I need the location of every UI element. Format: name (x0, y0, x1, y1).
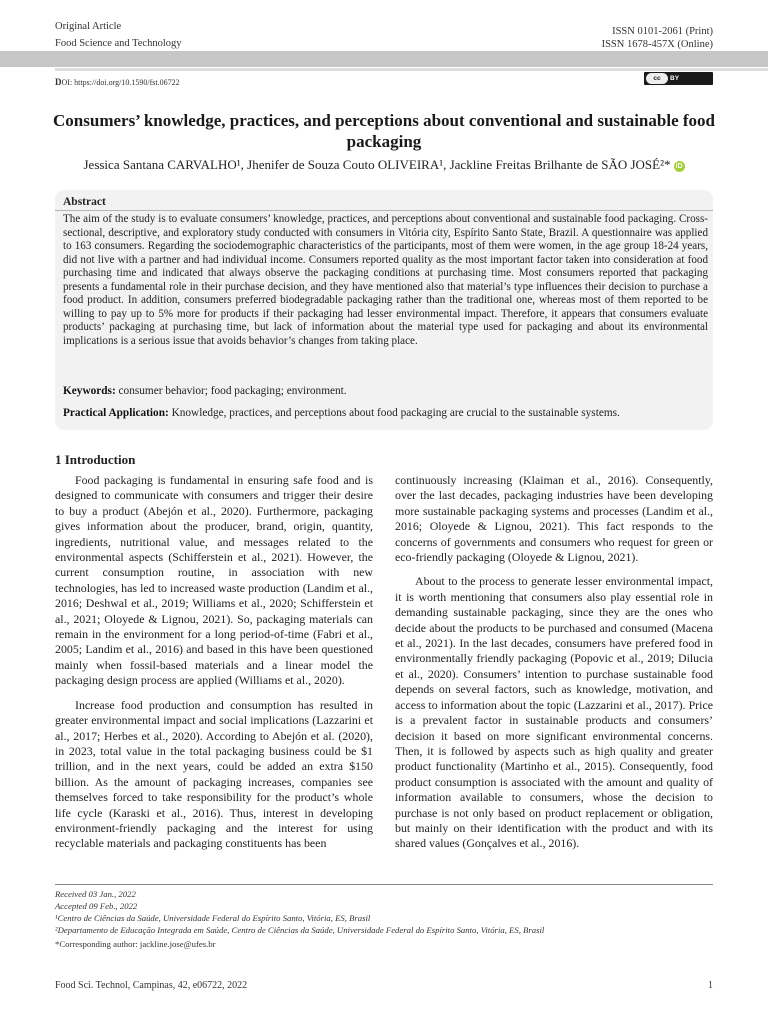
header-band-thin (55, 68, 768, 71)
section-heading-introduction: 1 Introduction (55, 452, 136, 467)
journal-header (55, 18, 182, 52)
issn-online: ISSN 1678-457X (Online) (601, 39, 713, 50)
cc-by-license-badge[interactable] (644, 72, 713, 85)
column-right (395, 473, 713, 852)
affiliation-1: ¹Centro de Ciências da Saúde, Universidade Federal do Espírito Santo, Vitória, ES, Brasil (55, 913, 371, 923)
doi-link[interactable]: OI: https://doi.org/10.1590/fst.06722 (61, 78, 180, 87)
practical-value: Knowledge, practices, and perceptions about food packaging are crucial to the sustainable systems. (171, 407, 620, 419)
paragraph: Increase food production and consumption has resulted in greater environmental impact and social implications (Lazzarini et al., 2017; Herbes et al., 2020). According to Abejón et al. (2020), in 2023, total value in the total packaging business could be $1 trillion, and in the next years, could be added an extra $150 billion. As the amount of packaging increases, companies see themselves forced to take responsibility for the product’s whole life cycle (Karaski et al., 2016). Thus, interest in developing environment-friendly packaging and the interest for using recyclable materials and packaging constituents has been (55, 697, 373, 851)
cc-icon: cc (646, 73, 668, 84)
footer-citation: Food Sci. Technol, Campinas, 42, e06722, 2022 (55, 980, 248, 991)
orcid-icon[interactable]: iD (675, 162, 683, 170)
keywords-value: consumer behavior; food packaging; environment. (118, 385, 347, 397)
practical-application (63, 407, 708, 419)
page-number: 1 (708, 980, 713, 991)
affiliation-2: ²Departamento de Educação Integrada em Saúde, Centro de Ciências da Saúde, Universidade Federal do Espírito Santo, Vitória, ES, Brasil (55, 925, 545, 935)
abstract-heading: Abstract (63, 196, 106, 208)
paragraph: About to the process to generate lesser environmental impact, it is worth mentioning that consumers also play essential role in demanding sustainable packaging, since they are the ones who decide about the products to be purchased and consumed (Macena et al., 2021). In the last decades, consumers have prefered food in environmentally friendly packaging (Popovic et al., 2019; Dilucia et al., 2020). Consumers’ intention to purchase sustainable food depends on several factors, such as knowledge, motivation, and access to information about the topic (Lazzarini et al., 2017). Price is a prevalent factor in sustainable products and consumers’ decision it based on more significant environmental concerns. Then, it is followed by aspects such as high quality and greater product functionality (Martinho et al., 2015). Consequently, food product consumption is associated with the amount and quality of information available to consumers, whose the decision to purchase is not only based on product replacement or obligation, but mainly on their identification with the product and with its shared values (Gonçalves et al., 2016). (395, 574, 713, 851)
author-names: Jessica Santana CARVALHO¹, Jhenifer de Souza Couto OLIVEIRA¹, Jackline Freitas Brilhante de SÃO JOSÉ²* (83, 157, 671, 172)
footnote-divider (55, 884, 713, 885)
paragraph: continuously increasing (Klaiman et al., 2016). Consequently, over the last decades, packaging industries have been developing more sustainable packaging systems and processes (Landim et al., 2016; Oloyede & Lignou, 2021). This fact responds to the concerns of governments and consumers who request for green or eco-friendly packaging (Oloyede & Lignou, 2021). (395, 473, 713, 565)
accepted-date: Accepted 09 Feb., 2022 (55, 901, 138, 911)
by-icon: BY (670, 75, 680, 82)
article-type: Original Article (55, 21, 122, 32)
abstract-divider (55, 210, 713, 211)
issn-block (602, 25, 713, 51)
keywords-label: Keywords: (63, 385, 116, 397)
received-date: Received 03 Jan., 2022 (55, 889, 136, 899)
author-list (40, 157, 728, 173)
doi-line[interactable]: DOI: https://doi.org/10.1590/fst.06722 (55, 77, 180, 87)
practical-label: Practical Application: (63, 407, 169, 419)
abstract-text: The aim of the study is to evaluate consumers’ knowledge, practices, and perceptions about conventional and sustainable food packaging. Cross-sectional, descriptive, and exploratory study conducted with consumers in Vitória city, Espírito Santo State, Brazil. A questionnaire was applied to 163 consumers. Regarding the sociodemographic characteristics of the participants, most of them were women, in the age group 18-24 years, did not live with a partner and had individual income. Consumers reported quality as the most important factor taken into consideration at food purchasing time and indicated that always observe the packaging conditions at purchasing time. Most consumers reported that packaging presents a fundamental role in their purchase decision, and they have mentioned also that material’s type influences their decision to purchase a food product. In addition, consumers preferred biodegradable packaging rather than the traditional one, whereas most of them reported to be willing to pay up to 5% more for products if their packaging had lesser environmental impact. Therefore, it appears that consumers evaluate products’ packaging at purchasing time, but lack of information about the material type used for packaging and about its environmental implications is a serious issue that avoids behavior’s changes from taking place. (63, 213, 708, 347)
paragraph: Food packaging is fundamental in ensuring safe food and is designed to communicate with consumers and trigger their desire to buy a product (Abejón et al., 2020). Furthermore, packaging gives information about the producer, brand, origin, quantity, ingredients, nutritional value, and messages related to the environmental aspects (Schifferstein et al., 2021). However, the current consumption routine, in association with new technologies, has led to increased waste production (Landim et al., 2016; Deshwal et al., 2019; Williams et al., 2020; Schifferstein et al., 2021; Oloyede & Lignou, 2021). So, packaging materials can remain in the environment for a long period-of-time (Fabri et al., 2005; Landim et al., 2016) and based in this have been questioned mainly when fossil-based materials and a linear model the packaging design process are applied (Williams et al., 2020). (55, 473, 373, 688)
column-left (55, 473, 373, 852)
header-band (0, 51, 768, 67)
corresponding-author[interactable]: *Corresponding author: jackline.jose@ufes.br (55, 939, 216, 949)
issn-print: ISSN 0101-2061 (Print) (612, 26, 713, 37)
article-title: Consumers’ knowledge, practices, and perceptions about conventional and sustainable food packaging (53, 111, 715, 151)
keywords (63, 385, 708, 397)
journal-name: Food Science and Technology (55, 38, 182, 49)
